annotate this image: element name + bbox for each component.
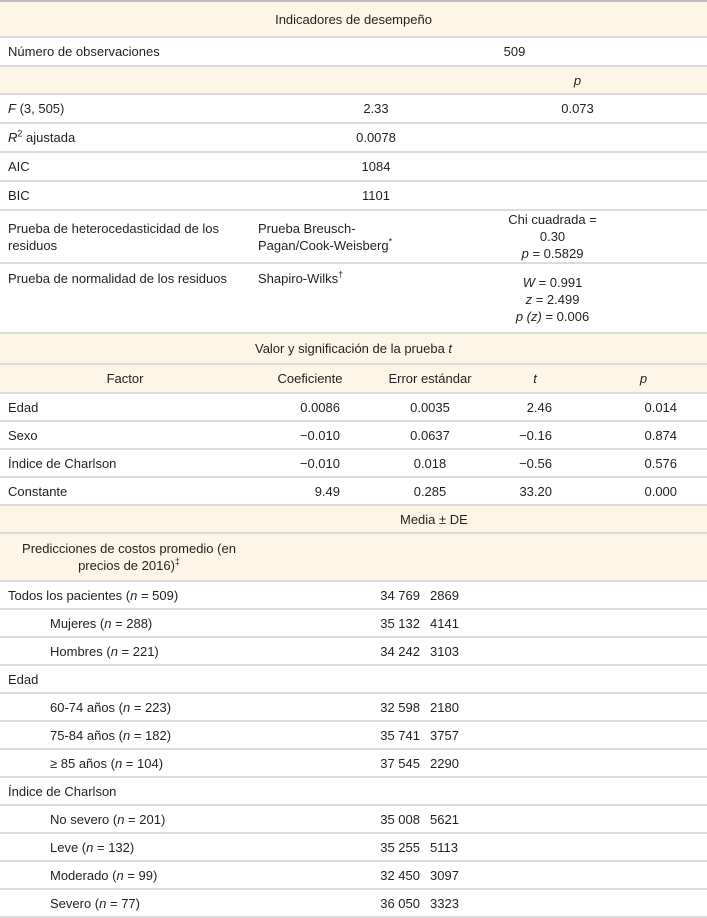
cell-value: 2.33	[250, 94, 490, 123]
column-header-factor: Factor	[0, 364, 250, 393]
table-row: Todos los pacientes (n = 509) 34 769 2869	[0, 581, 707, 609]
test-name: Shapiro-Wilks†	[250, 263, 490, 333]
table-row	[0, 263, 707, 333]
table-row: Hombres (n = 221) 34 242 3103	[0, 637, 707, 665]
table-row: ≥ 85 años (n = 104) 37 545 2290	[0, 749, 707, 777]
table-row: Índice de Charlson −0.010 0.018 −0.56 0.576	[0, 449, 707, 477]
test-result: Chi cuadrada = 0.30 p = 0.5829	[490, 210, 707, 263]
table-row: Moderado (n = 99) 32 450 3097	[0, 861, 707, 889]
group-label-row	[0, 777, 707, 805]
column-headers	[0, 364, 707, 393]
cell-value: 0.0078	[250, 123, 490, 152]
cell-value: 1084	[250, 152, 490, 181]
table-row: Mujeres (n = 288) 35 132 4141	[0, 609, 707, 637]
test-result: W = 0.991 z = 2.499 p (z) = 0.006	[490, 263, 707, 333]
column-header-p: p	[490, 66, 707, 94]
table-row: Edad 0.0086 0.0035 2.46 0.014	[0, 393, 707, 421]
section-header-t-test	[0, 333, 707, 364]
section-header-performance	[0, 1, 707, 37]
p-header-row	[0, 66, 707, 94]
test-name: Prueba Breusch-Pagan/Cook-Weisberg*	[250, 210, 490, 263]
predictions-subtitle-row	[0, 533, 707, 581]
table-row	[0, 152, 707, 181]
row-label: Número de observaciones	[0, 37, 250, 66]
table-row	[0, 210, 707, 263]
table-row: 75-84 años (n = 182) 35 741 3757	[0, 721, 707, 749]
table-row	[0, 37, 707, 66]
table-row	[0, 181, 707, 210]
column-header-coef: Coeficiente	[250, 364, 370, 393]
group-label: Índice de Charlson	[0, 777, 707, 805]
row-label: BIC	[0, 181, 250, 210]
cell-value: 509	[250, 37, 707, 66]
column-header-t: t	[490, 364, 580, 393]
table-row: Leve (n = 132) 35 255 5113	[0, 833, 707, 861]
table-row	[0, 123, 707, 152]
section-title: Indicadores de desempeño	[0, 1, 707, 37]
predictions-subtitle: Predicciones de costos promedio (en precios de 2016)‡	[0, 533, 250, 581]
cell-p: 0.073	[490, 94, 707, 123]
table-row: 60-74 años (n = 223) 32 598 2180	[0, 693, 707, 721]
row-label: AIC	[0, 152, 250, 181]
table-row	[0, 94, 707, 123]
row-label: F (3, 505)	[0, 94, 250, 123]
table-row: No severo (n = 201) 35 008 5621	[0, 805, 707, 833]
row-label: Prueba de normalidad de los residuos	[0, 263, 250, 333]
column-header-se: Error estándar	[370, 364, 490, 393]
cell-value: 1101	[250, 181, 490, 210]
row-label: Prueba de heterocedasticidad de los residuos	[0, 210, 250, 263]
table-row: Severo (n = 77) 36 050 3323	[0, 889, 707, 917]
section-header-mean-sd	[0, 505, 707, 533]
row-label: $R^2$ ajustada	[0, 123, 250, 152]
group-label-row	[0, 665, 707, 693]
group-label: Edad	[0, 665, 707, 693]
table-row: Sexo −0.010 0.0637 −0.16 0.874	[0, 421, 707, 449]
section-title: Valor y significación de la prueba t	[0, 333, 707, 364]
column-header-p: p	[580, 364, 707, 393]
table-row: Constante 9.49 0.285 33.20 0.000	[0, 477, 707, 505]
column-header-mean-sd: Media ± DE	[370, 505, 707, 533]
